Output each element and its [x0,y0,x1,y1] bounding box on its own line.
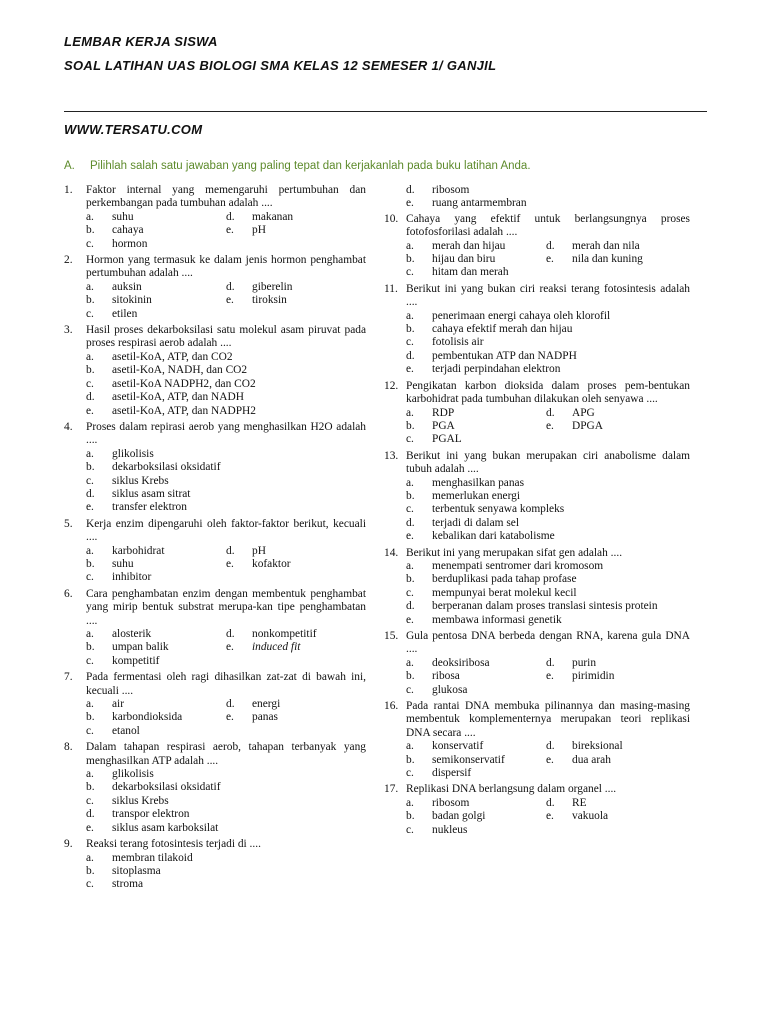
option: a. RDP [406,406,455,419]
option: c. glukosa [406,683,468,696]
option: a. ribosom [406,796,470,809]
option: c. stroma [86,878,144,891]
question-number: 15. [384,630,399,642]
option: d. berperanan dalam proses translasi sintesis protein [406,600,658,613]
question-number: 11. [384,282,398,295]
question-11 [384,283,690,377]
option: b. badan golgi [406,810,486,823]
option: b. dekarboksilasi oksidatif [86,781,221,794]
question-number: 14. [384,546,399,559]
option: d. pembentukan ATP dan NADPH [406,349,577,362]
option: a. menghasilkan panas [406,476,525,489]
option: a. konservatif [406,740,484,753]
option: a. glikolisis [86,768,154,781]
option: e. nila dan kuning [546,253,643,266]
option: c. kompetitif [86,654,160,667]
option: d. siklus asam sitrat [86,487,191,500]
question-number: 6. [64,587,73,600]
option: e. membawa informasi genetik [406,613,562,626]
question-5 [64,518,366,585]
question-number: 7. [64,671,73,684]
section-letter: A. [64,160,75,172]
option: e. induced fit [226,641,301,654]
option: a. menempati sentromer dari kromosom [406,559,604,572]
option: b. cahaya [86,224,144,237]
option: d. energi [226,698,281,711]
option: d. APG [546,406,595,419]
option: a. alosterik [86,628,152,640]
question-13 [384,450,690,544]
question-2 [64,254,366,321]
option: c. PGAL [406,433,462,446]
question-text: Replikasi DNA berlangsung dalam organel .... [406,783,617,796]
question-text: Hormon yang termasuk ke dalam jenis hormon penghambat pertumbuhan adalah .... [86,254,366,280]
option: e. pirimidin [546,670,615,683]
question-text: Proses dalam repirasi aerob yang menghasilkan H2O adalah .... [86,420,366,447]
question-number: 8. [64,741,73,754]
option: e. siklus asam karboksilat [86,821,219,834]
question-text: Berikut ini yang merupakan sifat gen adalah .... [406,546,623,559]
question-17 [384,783,690,837]
option: a. suhu [86,210,134,223]
option: a. membran tilakoid [86,851,193,864]
option: a. auksin [86,280,142,293]
option: c. fotolisis air [406,336,484,349]
option: a. karbohidrat [86,544,165,557]
option: a. air [86,698,125,711]
option: c. etilen [86,307,138,320]
option: e. DPGA [546,419,604,432]
option: b. sitoplasma [86,864,161,877]
question-text: Hasil proses dekarboksilasi satu molekul asam piruvat pada proses respirasi aerob adalah .... [86,324,366,350]
question-3 [64,324,366,418]
option: b. hijau dan biru [406,253,496,266]
question-number: 12. [384,379,399,392]
option: e. kofaktor [226,557,291,570]
option: b. memerlukan energi [406,489,521,502]
question-number: 17. [384,783,399,796]
exam-title: SOAL LATIHAN UAS BIOLOGI SMA KELAS 12 SEMESER 1/ GANJIL [64,58,497,73]
option: c. hormon [86,237,148,250]
question-text: Cahaya yang efektif untuk berlangsungnya proses fotofosforilasi adalah .... [406,212,690,239]
option: b. semikonservatif [406,753,505,766]
question-number: 5. [64,517,73,530]
option: d. transpor elektron [86,808,190,821]
option: d. terjadi di dalam sel [406,516,519,529]
option: e. panas [226,711,278,724]
left-column [64,184,366,895]
option: d. giberelin [226,280,293,293]
option: a. asetil-KoA, ATP, dan CO2 [86,350,233,363]
option: e. transfer elektron [86,501,187,514]
option: c. mempunyai berat molekul kecil [406,586,577,599]
option: b. suhu [86,557,134,570]
option: c. etanol [86,724,140,737]
option: e. ruang antarmembran [406,197,527,210]
question-number: 3. [64,324,73,337]
option: e. dua arah [546,753,611,766]
question-8 [64,741,366,835]
question-number: 4. [64,420,73,433]
question-text: Berikut ini yang bukan merupakan ciri anabolisme dalam tubuh adalah .... [406,449,690,476]
option: c. dispersif [406,767,472,780]
question-14 [384,547,690,627]
option: b. dekarboksilasi oksidatif [86,461,221,474]
question-text: Faktor internal yang memengaruhi pertumbuhan dan perkembangan pada tumbuhan adalah .... [86,184,366,210]
option: e. terjadi perpindahan elektron [406,363,561,376]
option: d. nonkompetitif [226,628,317,640]
question-16 [384,700,690,780]
question-10 [384,213,690,280]
option: e. vakuola [546,810,609,823]
option: c. asetil-KoA NADPH2, dan CO2 [86,377,256,390]
question-number: 13. [384,449,399,462]
question-text: Reaksi terang fotosintesis terjadi di .... [86,838,261,851]
right-column [384,184,690,840]
question-number: 10. [384,212,399,225]
option: d. RE [546,796,587,809]
option: d. purin [546,656,597,669]
question-text: Pada rantai DNA membuka pilinannya dan masing-masing membentuk komplementernya merupakan teori replikasi DNA secara .... [406,700,690,739]
option: c. inhibitor [86,571,152,584]
option: d. bireksional [546,740,623,753]
option: b. asetil-KoA, NADH, dan CO2 [86,364,248,377]
option: b. umpan balik [86,641,169,654]
option: a. penerimaan energi cahaya oleh klorofil [406,309,611,322]
option: e. pH [226,224,266,237]
question-text: Pengikatan karbon dioksida dalam proses pem-bentukan karbohidrat pada tumbuhan dilakukan oleh senyawa .... [406,379,690,406]
question-9-continued [384,184,690,211]
option: c. siklus Krebs [86,794,169,807]
option: c. siklus Krebs [86,474,169,487]
question-text: Cara penghambatan enzim dengan membentuk penghambat yang mirip bentuk substrat merupa-kan tipe penghambatan .... [86,587,366,627]
option: d. pH [226,544,266,557]
question-1 [64,184,366,251]
option: d. ribosom [406,184,470,196]
option: b. berduplikasi pada tahap profase [406,573,577,586]
question-12 [384,380,690,447]
option: b. PGA [406,419,455,432]
option: b. karbondioksida [86,711,183,724]
worksheet-title: LEMBAR KERJA SISWA [64,34,218,49]
option: a. deoksiribosa [406,656,490,669]
option: e. asetil-KoA, ATP, dan NADPH2 [86,404,256,417]
option: e. tiroksin [226,294,287,307]
option: b. cahaya efektif merah dan hijau [406,323,573,336]
option: c. nukleus [406,823,468,836]
option: d. asetil-KoA, ATP, dan NADH [86,391,244,404]
question-4 [64,421,366,515]
question-number: 2. [64,254,73,267]
question-number: 1. [64,184,73,196]
header-divider [64,111,707,112]
question-6 [64,588,366,668]
question-text: Kerja enzim dipengaruhi oleh faktor-faktor berikut, kecuali .... [86,517,366,544]
instruction-text: Pilihlah salah satu jawaban yang paling tepat dan kerjakanlah pada buku latihan Anda. [90,160,531,172]
option: d. makanan [226,210,294,223]
question-7 [64,671,366,738]
question-9 [64,838,366,892]
option: a. merah dan hijau [406,239,506,252]
option: b. ribosa [406,670,460,683]
section-instruction [64,160,531,172]
question-text: Dalam tahapan respirasi aerob, tahapan terbanyak yang menghasilkan ATP adalah .... [86,741,366,767]
question-text: Berikut ini yang bukan ciri reaksi terang fotosintesis adalah .... [406,282,690,309]
question-number: 16. [384,700,399,713]
option: d. merah dan nila [546,239,640,252]
question-15 [384,630,690,697]
option: e. kebalikan dari katabolisme [406,530,555,543]
website-label: WWW.TERSATU.COM [64,122,203,137]
question-text: Gula pentosa DNA berbeda dengan RNA, karena gula DNA .... [406,630,690,656]
question-text: Pada fermentasi oleh ragi dihasilkan zat-zat di bawah ini, kecuali .... [86,671,366,697]
question-number: 9. [64,838,73,851]
option: c. terbentuk senyawa kompleks [406,503,565,516]
option: a. glikolisis [86,447,154,460]
option: c. hitam dan merah [406,266,509,279]
option: b. sitokinin [86,294,152,307]
